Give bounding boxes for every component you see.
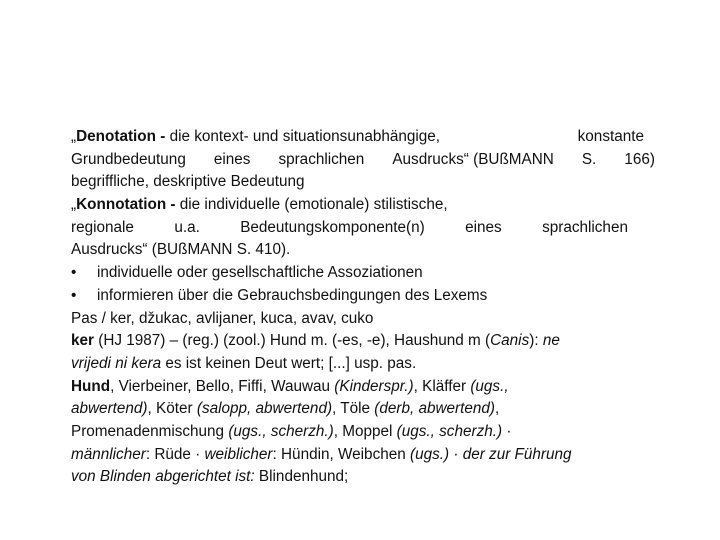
word: Bedeutungskomponente(n) [240, 218, 425, 236]
entry-text: : Rüde · [145, 445, 205, 463]
entry-label: (derb, abwertend) [374, 400, 496, 418]
quote-mark: „ [71, 196, 77, 214]
konnotation-line [71, 194, 671, 217]
entry-label: (salopp, abwertend) [196, 400, 333, 418]
word: eines [465, 218, 502, 236]
entry-label: · der zur Führung [449, 445, 572, 463]
konnotation-text: die individuelle (emotionale) stilistische, [179, 196, 448, 214]
word: u.a. [174, 218, 200, 236]
hund-entry-line-4 [71, 444, 671, 467]
ker-entry-line-2 [71, 353, 671, 376]
entry-text: , Köter [147, 400, 197, 418]
entry-label: weiblicher [204, 445, 273, 463]
word: sprachlichen [542, 218, 628, 236]
denotation-line-2 [71, 149, 655, 172]
entry-text: , Kläffer [413, 377, 471, 395]
konnotation-term: Konnotation - [76, 196, 180, 214]
denotation-line [71, 126, 661, 149]
bullet-icon: • [71, 286, 77, 304]
entry-latin: Canis [490, 332, 530, 350]
entry-label: abwertend) [71, 400, 148, 418]
entry-text: es ist keinen Deut wert; [...] usp. pas. [161, 354, 417, 372]
synonyms-serbian: Pas / ker, džukac, avlijaner, kuca, avav, cuko [71, 309, 374, 327]
hund-entry-line [71, 376, 671, 399]
entry-label: (ugs., [470, 377, 509, 395]
entry-text: · [502, 422, 512, 440]
headword-hund: Hund [71, 377, 111, 395]
word: S. [581, 150, 597, 168]
quote-mark: „ [71, 128, 77, 145]
word: Ausdrucks“ (BUßMANN [392, 150, 554, 168]
hund-entry-line-2 [71, 398, 671, 421]
hund-entry-line-3 [71, 421, 671, 444]
denotation-term: Denotation - [76, 128, 170, 145]
entry-text: , Töle [332, 400, 375, 418]
entry-label: (ugs., scherzh.) [396, 422, 503, 440]
bullet-item-associations [71, 262, 671, 285]
bullet-item-usage [71, 285, 671, 308]
descriptive-meaning-line: begriffliche, deskriptive Bedeutung [71, 173, 305, 191]
entry-label: (Kinderspr.) [334, 377, 414, 395]
ker-entry-line [71, 330, 671, 353]
entry-text: , Vierbeiner, Bello, Fiffi, Wauwau [110, 377, 335, 395]
entry-text: ): [529, 332, 543, 350]
word: 166) [624, 150, 655, 168]
denotation-text: die kontext- und situationsunabhängige, [169, 128, 441, 145]
entry-text: , [495, 400, 500, 418]
denotation-text-end: konstante [577, 128, 644, 145]
entry-label: (ugs.) [410, 445, 450, 463]
konnotation-line-3: Ausdrucks“ (BUßMANN S. 410). [71, 241, 291, 259]
entry-example: ne [542, 332, 560, 350]
headword-ker: ker [71, 332, 94, 350]
entry-text: : Hündin, Weibchen [272, 445, 410, 463]
bullet-icon: • [71, 264, 77, 282]
word: Grundbedeutung [71, 150, 186, 168]
word: eines [213, 150, 251, 168]
word: regionale [71, 218, 134, 236]
entry-text: Promenadenmischung [71, 422, 229, 440]
entry-label: (ugs., scherzh.) [228, 422, 334, 440]
entry-text: (HJ 1987) – (reg.) (zool.) Hund m. (-es, -e), Haushund m ( [93, 332, 491, 350]
entry-text: , Moppel [333, 422, 397, 440]
konnotation-line-2 [71, 217, 628, 240]
bullet-text: informieren über die Gebrauchsbedingungen des Lexems [97, 286, 488, 304]
bullet-text: individuelle oder gesellschaftliche Assoziationen [97, 264, 423, 282]
entry-example: vrijedi ni kera [71, 354, 162, 372]
entry-label: männlicher [71, 445, 146, 463]
entry-text: Blindenhund; [254, 468, 349, 486]
word: sprachlichen [278, 150, 365, 168]
slide-text [71, 126, 671, 489]
entry-label: von Blinden abgerichtet ist: [71, 468, 255, 486]
hund-entry-line-5 [71, 466, 671, 489]
